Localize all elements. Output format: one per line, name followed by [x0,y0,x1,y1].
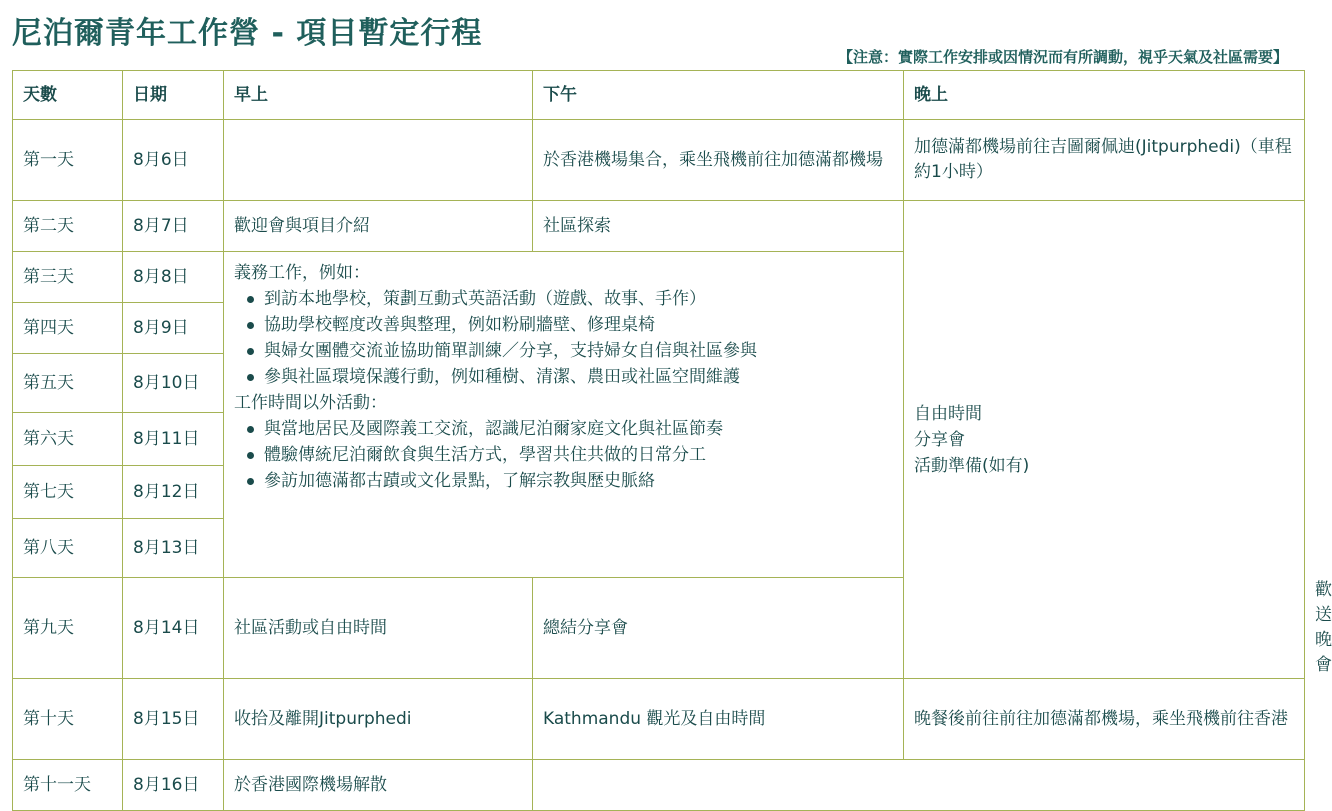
header-row [13,71,1305,120]
day-cell: 第二天 [13,201,123,252]
morning-cell [224,120,533,201]
evening-line: 分享會 [914,429,965,450]
list-item: 與當地居民及國際義工交流，認識尼泊爾家庭文化與社區節奏 [264,416,893,442]
day-cell: 第九天 [13,578,123,679]
day-cell: 第八天 [13,519,123,578]
header-evening: 晚上 [904,71,1305,120]
morning-cell: 歡迎會與項目介紹 [224,201,533,252]
table-row [13,201,1305,252]
morning-cell: 收拾及離開Jitpurphedi [224,679,533,760]
table-row [13,120,1305,201]
date-cell: 8月6日 [123,120,224,201]
evening-line: 自由時間 [914,403,982,424]
afternoon-cell: 社區探索 [533,201,904,252]
volunteer-list [234,286,893,390]
list-item: 參訪加德滿都古蹟或文化景點，了解宗教與歷史脈絡 [264,468,893,494]
date-cell: 8月9日 [123,303,224,354]
header-day: 天數 [13,71,123,120]
day-cell: 第四天 [13,303,123,354]
date-cell: 8月12日 [123,466,224,519]
table-row [13,679,1305,760]
day-cell: 第三天 [13,252,123,303]
date-cell: 8月15日 [123,679,224,760]
volunteer-heading: 義務工作，例如： [234,263,370,283]
other-activities-list [234,416,893,494]
day-cell: 第十一天 [13,760,123,811]
schedule-table [12,70,1332,811]
other-activities-heading: 工作時間以外活動： [234,393,387,413]
afternoon-cell: 總結分享會 [533,578,904,679]
list-item: 協助學校輕度改善與整理，例如粉刷牆壁、修理桌椅 [264,312,893,338]
list-item: 到訪本地學校，策劃互動式英語活動（遊戲、故事、手作） [264,286,893,312]
morning-cell: 社區活動或自由時間 [224,578,533,679]
day-cell: 第五天 [13,354,123,413]
date-cell: 8月11日 [123,413,224,466]
evening-free-time-cell [904,201,1305,679]
list-item: 參與社區環境保護行動，例如種樹、清潔、農田或社區空間維護 [264,364,893,390]
evening-cell: 晚餐後前往前往加德滿都機場，乘坐飛機前往香港 [904,679,1305,760]
table-row: 第九天 8月14日 社區活動或自由時間 總結分享會 歡送晚會 [13,578,1305,679]
day-cell: 第一天 [13,120,123,201]
date-cell: 8月14日 [123,578,224,679]
afternoon-evening-cell [533,760,1305,811]
activities-cell [224,252,904,578]
schedule-note: 【注意：實際工作安排或因情況而有所調動，視乎天氣及社區需要】 [837,48,1288,66]
list-item: 體驗傳統尼泊爾飲食與生活方式，學習共住共做的日常分工 [264,442,893,468]
afternoon-cell: 於香港機場集合，乘坐飛機前往加德滿都機場 [533,120,904,201]
date-cell: 8月10日 [123,354,224,413]
date-cell: 8月7日 [123,201,224,252]
date-cell: 8月8日 [123,252,224,303]
morning-cell: 於香港國際機場解散 [224,760,533,811]
list-item: 與婦女團體交流並協助簡單訓練／分享，支持婦女自信與社區參與 [264,338,893,364]
header-date: 日期 [123,71,224,120]
page-title: 尼泊爾青年工作營 - 項目暫定行程 [12,16,483,51]
header-afternoon: 下午 [533,71,904,120]
date-cell: 8月13日 [123,519,224,578]
day-cell: 第十天 [13,679,123,760]
evening-line: 活動準備(如有) [914,455,1030,476]
header-morning: 早上 [224,71,533,120]
table-row [13,760,1305,811]
afternoon-cell: Kathmandu 觀光及自由時間 [533,679,904,760]
evening-cell: 加德滿都機場前往吉圖爾佩迪(Jitpurphedi)（車程約1小時） [904,120,1305,201]
day-cell: 第六天 [13,413,123,466]
day-cell: 第七天 [13,466,123,519]
date-cell: 8月16日 [123,760,224,811]
